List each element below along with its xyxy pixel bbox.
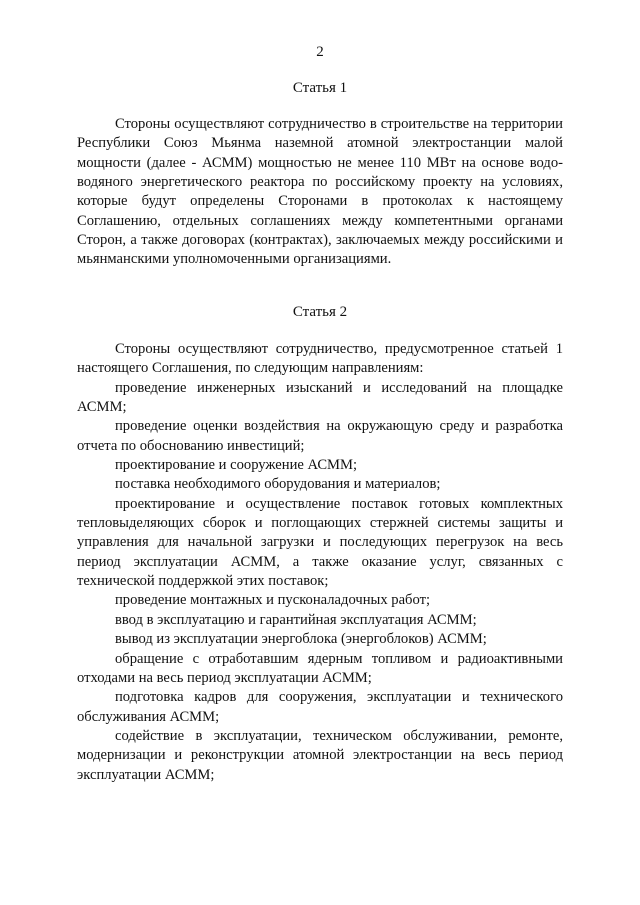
article-2-item: вывод из эксплуатации энергоблока (энергоблоков) АСММ; <box>115 631 487 648</box>
article-2-body <box>77 340 563 785</box>
article-2-item: обращение с отработавшим ядерным топливом и радиоактивными отходами на весь период эксплуатации АСММ; <box>77 650 563 686</box>
article-2-item: подготовка кадров для сооружения, эксплуатации и технического обслуживания АСММ; <box>77 689 563 725</box>
article-2-item: проектирование и осуществление поставок готовых комплектных тепловыделяющих сборок и поглощающих стержней системы защиты и управления для начальной загрузки и последующих перегрузок на весь период эксплуатации АСММ, а также оказание услуг, связанных с технической поддержкой этих поставок; <box>77 495 563 590</box>
page-number: 2 <box>316 44 324 60</box>
article-1-paragraph: Стороны осуществляют сотрудничество в строительстве на территории Республики Союз Мьянма наземной атомной электростанции малой мощности (далее - АСММ) мощностью не менее 110 МВт на основе водо-водяного энергетического реактора по российскому проекту на условиях, которые будут определены Сторонами в протоколах к настоящему Соглашению, отдельных соглашениях между компетентными органами Сторон, а также договорах (контрактах), заключаемых между российскими и мьянманскими уполномоченными организациями. <box>77 116 563 268</box>
article-2-item: проведение инженерных изысканий и исследований на площадке АСММ; <box>77 379 563 416</box>
article-1-title: Статья 1 <box>292 80 348 96</box>
article-2-title: Статья 2 <box>292 304 348 320</box>
article-2-item: ввод в эксплуатацию и гарантийная эксплуатация АСММ; <box>115 611 477 628</box>
article-2-item: проведение монтажных и пусконаладочных работ; <box>115 592 431 609</box>
article-2-item: проведение оценки воздействия на окружающую среду и разработка отчета по обоснованию инвестиций; <box>77 418 563 454</box>
article-2-intro: Стороны осуществляют сотрудничество, предусмотренное статьей 1 настоящего Соглашения, по следующим направлениям: <box>77 341 563 377</box>
article-2-item: проектирование и сооружение АСММ; <box>115 457 358 474</box>
article-2-item: поставка необходимого оборудования и материалов; <box>115 476 441 493</box>
article-2-item: содействие в эксплуатации, техническом обслуживании, ремонте, модернизации и реконструкции атомной электростанции на весь период эксплуатации АСММ; <box>77 727 563 783</box>
